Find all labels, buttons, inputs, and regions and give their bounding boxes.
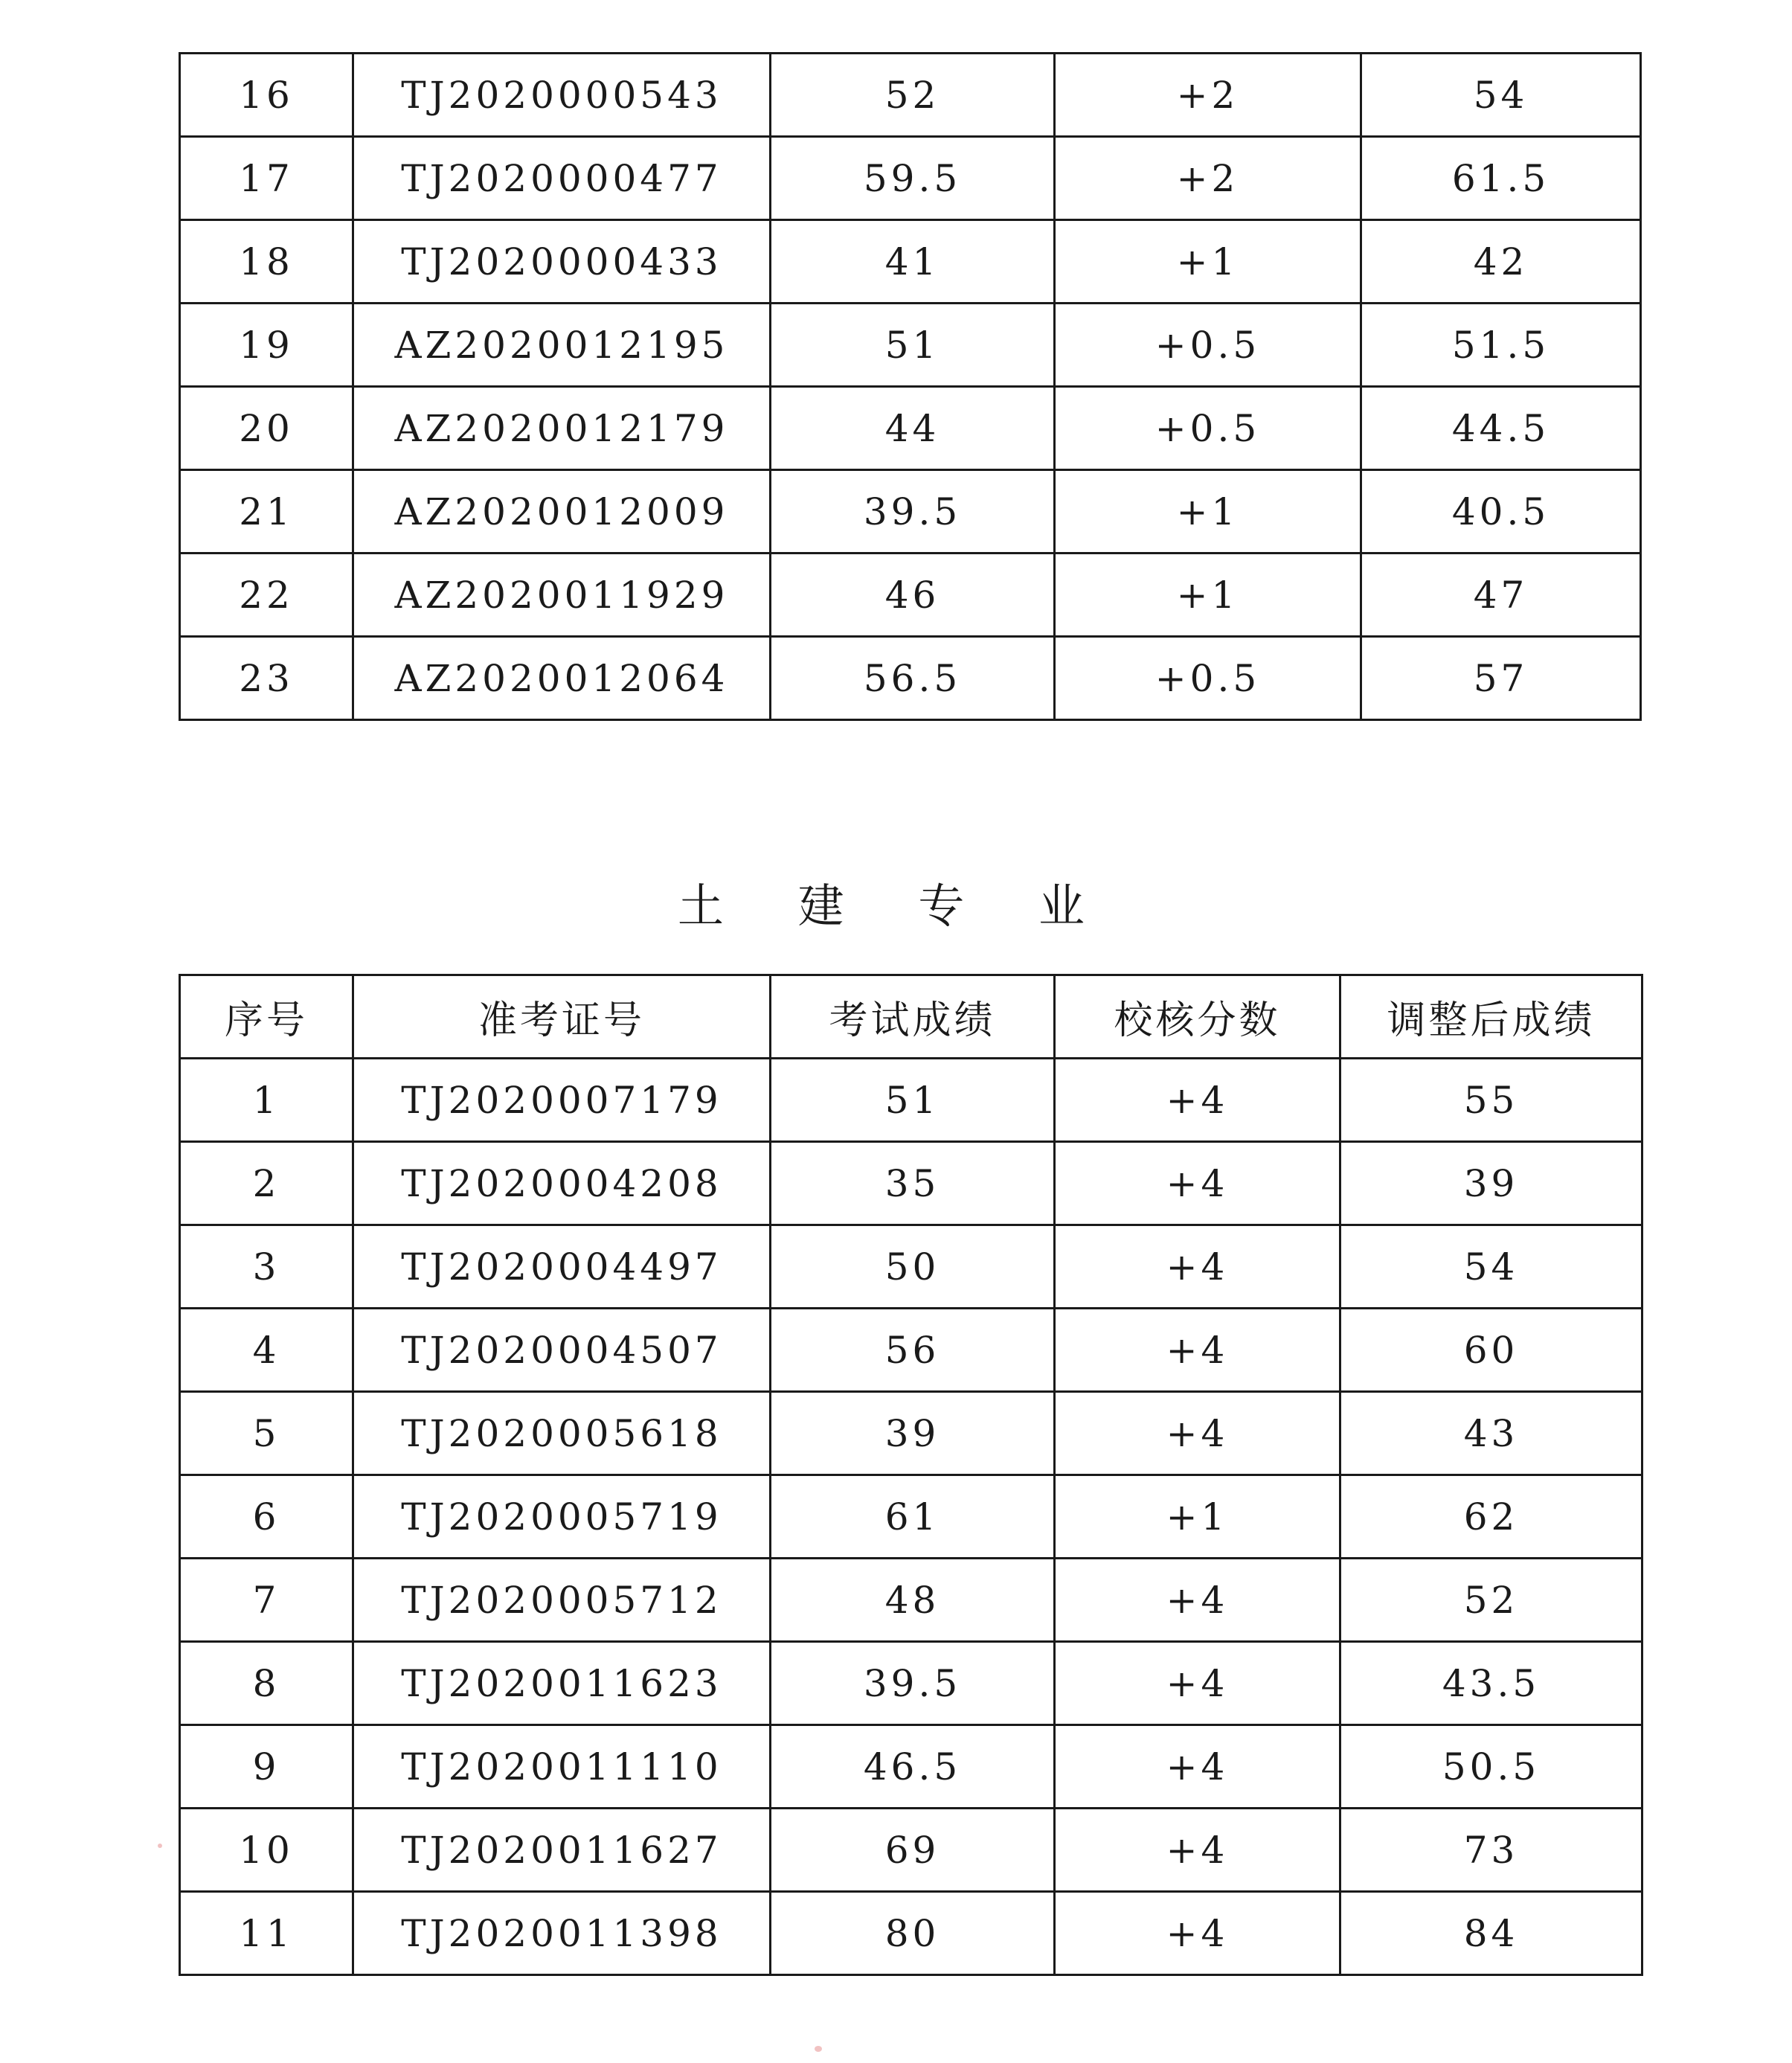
cell-adjusted-score: 43 xyxy=(1340,1392,1642,1475)
cell-exam-score: 56 xyxy=(771,1309,1055,1392)
cell-verification-points: +4 xyxy=(1055,1725,1340,1809)
table-row xyxy=(180,1559,1642,1642)
cell-admission-ticket-number: AZ2020012064 xyxy=(353,637,771,720)
header-verification-points: 校核分数 xyxy=(1055,975,1340,1059)
cell-admission-ticket-number: AZ2020011929 xyxy=(353,554,771,637)
cell-adjusted-score: 54 xyxy=(1361,54,1641,137)
cell-admission-ticket-number: TJ2020005712 xyxy=(353,1559,771,1642)
table-row xyxy=(180,554,1641,637)
civil-engineering-score-table xyxy=(179,974,1643,1976)
cell-adjusted-score: 44.5 xyxy=(1361,387,1641,470)
cell-serial-number: 2 xyxy=(180,1142,353,1225)
cell-adjusted-score: 84 xyxy=(1340,1892,1642,1975)
cell-verification-points: +1 xyxy=(1055,554,1361,637)
cell-verification-points: +2 xyxy=(1055,137,1361,220)
cell-exam-score: 44 xyxy=(771,387,1055,470)
cell-verification-points: +4 xyxy=(1055,1225,1340,1309)
cell-admission-ticket-number: TJ2020007179 xyxy=(353,1059,771,1142)
cell-admission-ticket-number: TJ2020011110 xyxy=(353,1725,771,1809)
table-row xyxy=(180,1725,1642,1809)
cell-serial-number: 5 xyxy=(180,1392,353,1475)
cell-verification-points: +2 xyxy=(1055,54,1361,137)
cell-verification-points: +1 xyxy=(1055,470,1361,554)
cell-exam-score: 48 xyxy=(771,1559,1055,1642)
cell-admission-ticket-number: TJ2020005618 xyxy=(353,1392,771,1475)
cell-admission-ticket-number: TJ2020005719 xyxy=(353,1475,771,1559)
cell-admission-ticket-number: TJ2020000477 xyxy=(353,137,771,220)
cell-admission-ticket-number: TJ2020011398 xyxy=(353,1892,771,1975)
cell-verification-points: +4 xyxy=(1055,1142,1340,1225)
table-row xyxy=(180,1475,1642,1559)
cell-adjusted-score: 50.5 xyxy=(1340,1725,1642,1809)
cell-verification-points: +1 xyxy=(1055,1475,1340,1559)
cell-serial-number: 8 xyxy=(180,1642,353,1725)
table-row xyxy=(180,470,1641,554)
table-row xyxy=(180,1142,1642,1225)
cell-adjusted-score: 39 xyxy=(1340,1142,1642,1225)
cell-verification-points: +0.5 xyxy=(1055,387,1361,470)
cell-exam-score: 52 xyxy=(771,54,1055,137)
cell-admission-ticket-number: TJ2020011623 xyxy=(353,1642,771,1725)
cell-serial-number: 1 xyxy=(180,1059,353,1142)
cell-serial-number: 7 xyxy=(180,1559,353,1642)
table-row xyxy=(180,54,1641,137)
cell-serial-number: 11 xyxy=(180,1892,353,1975)
cell-exam-score: 50 xyxy=(771,1225,1055,1309)
header-serial-number: 序号 xyxy=(180,975,353,1059)
table-row xyxy=(180,137,1641,220)
cell-verification-points: +4 xyxy=(1055,1809,1340,1892)
cell-exam-score: 46.5 xyxy=(771,1725,1055,1809)
table-row xyxy=(180,637,1641,720)
cell-serial-number: 19 xyxy=(180,304,353,387)
table-row xyxy=(180,1059,1642,1142)
cell-exam-score: 51 xyxy=(771,1059,1055,1142)
cell-adjusted-score: 47 xyxy=(1361,554,1641,637)
cell-admission-ticket-number: TJ2020000433 xyxy=(353,220,771,304)
cell-adjusted-score: 61.5 xyxy=(1361,137,1641,220)
cell-admission-ticket-number: AZ2020012009 xyxy=(353,470,771,554)
cell-adjusted-score: 60 xyxy=(1340,1309,1642,1392)
cell-serial-number: 3 xyxy=(180,1225,353,1309)
header-exam-score: 考试成绩 xyxy=(771,975,1055,1059)
cell-adjusted-score: 40.5 xyxy=(1361,470,1641,554)
cell-admission-ticket-number: TJ2020004208 xyxy=(353,1142,771,1225)
cell-serial-number: 22 xyxy=(180,554,353,637)
cell-adjusted-score: 55 xyxy=(1340,1059,1642,1142)
cell-exam-score: 39.5 xyxy=(771,1642,1055,1725)
section-title-civil-engineering: 土 建 专 业 xyxy=(677,879,1115,933)
cell-adjusted-score: 43.5 xyxy=(1340,1642,1642,1725)
table-row xyxy=(180,1642,1642,1725)
cell-admission-ticket-number: TJ2020011627 xyxy=(353,1809,771,1892)
cell-serial-number: 9 xyxy=(180,1725,353,1809)
table-row xyxy=(180,304,1641,387)
cell-verification-points: +0.5 xyxy=(1055,637,1361,720)
cell-adjusted-score: 73 xyxy=(1340,1809,1642,1892)
cell-serial-number: 21 xyxy=(180,470,353,554)
cell-exam-score: 69 xyxy=(771,1809,1055,1892)
cell-verification-points: +4 xyxy=(1055,1892,1340,1975)
cell-serial-number: 16 xyxy=(180,54,353,137)
cell-exam-score: 35 xyxy=(771,1142,1055,1225)
cell-serial-number: 17 xyxy=(180,137,353,220)
cell-serial-number: 23 xyxy=(180,637,353,720)
cell-exam-score: 39 xyxy=(771,1392,1055,1475)
cell-adjusted-score: 54 xyxy=(1340,1225,1642,1309)
table-row xyxy=(180,1392,1642,1475)
table-row xyxy=(180,1892,1642,1975)
cell-verification-points: +0.5 xyxy=(1055,304,1361,387)
cell-verification-points: +4 xyxy=(1055,1392,1340,1475)
table-header-row xyxy=(180,975,1642,1059)
cell-admission-ticket-number: TJ2020004497 xyxy=(353,1225,771,1309)
cell-admission-ticket-number: TJ2020000543 xyxy=(353,54,771,137)
table-row xyxy=(180,387,1641,470)
cell-admission-ticket-number: AZ2020012195 xyxy=(353,304,771,387)
cell-exam-score: 59.5 xyxy=(771,137,1055,220)
cell-exam-score: 41 xyxy=(771,220,1055,304)
scan-speck xyxy=(815,2046,822,2052)
table-row xyxy=(180,1809,1642,1892)
cell-serial-number: 4 xyxy=(180,1309,353,1392)
cell-verification-points: +1 xyxy=(1055,220,1361,304)
cell-verification-points: +4 xyxy=(1055,1309,1340,1392)
cell-adjusted-score: 51.5 xyxy=(1361,304,1641,387)
civil-engineering-score-table-body xyxy=(180,1059,1642,1975)
cell-adjusted-score: 62 xyxy=(1340,1475,1642,1559)
cell-exam-score: 39.5 xyxy=(771,470,1055,554)
cell-exam-score: 61 xyxy=(771,1475,1055,1559)
cell-adjusted-score: 52 xyxy=(1340,1559,1642,1642)
cell-exam-score: 51 xyxy=(771,304,1055,387)
table-row xyxy=(180,1225,1642,1309)
cell-verification-points: +4 xyxy=(1055,1059,1340,1142)
cell-serial-number: 18 xyxy=(180,220,353,304)
score-table-continued-body xyxy=(180,54,1641,720)
cell-adjusted-score: 57 xyxy=(1361,637,1641,720)
cell-adjusted-score: 42 xyxy=(1361,220,1641,304)
cell-exam-score: 46 xyxy=(771,554,1055,637)
cell-verification-points: +4 xyxy=(1055,1559,1340,1642)
table-row xyxy=(180,1309,1642,1392)
cell-verification-points: +4 xyxy=(1055,1642,1340,1725)
score-table-continued xyxy=(179,52,1642,721)
scan-speck xyxy=(158,1844,162,1848)
header-admission-ticket-number: 准考证号 xyxy=(353,975,771,1059)
cell-admission-ticket-number: TJ2020004507 xyxy=(353,1309,771,1392)
table-row xyxy=(180,220,1641,304)
cell-serial-number: 6 xyxy=(180,1475,353,1559)
cell-admission-ticket-number: AZ2020012179 xyxy=(353,387,771,470)
cell-serial-number: 20 xyxy=(180,387,353,470)
cell-exam-score: 80 xyxy=(771,1892,1055,1975)
cell-serial-number: 10 xyxy=(180,1809,353,1892)
cell-exam-score: 56.5 xyxy=(771,637,1055,720)
header-adjusted-score: 调整后成绩 xyxy=(1340,975,1642,1059)
